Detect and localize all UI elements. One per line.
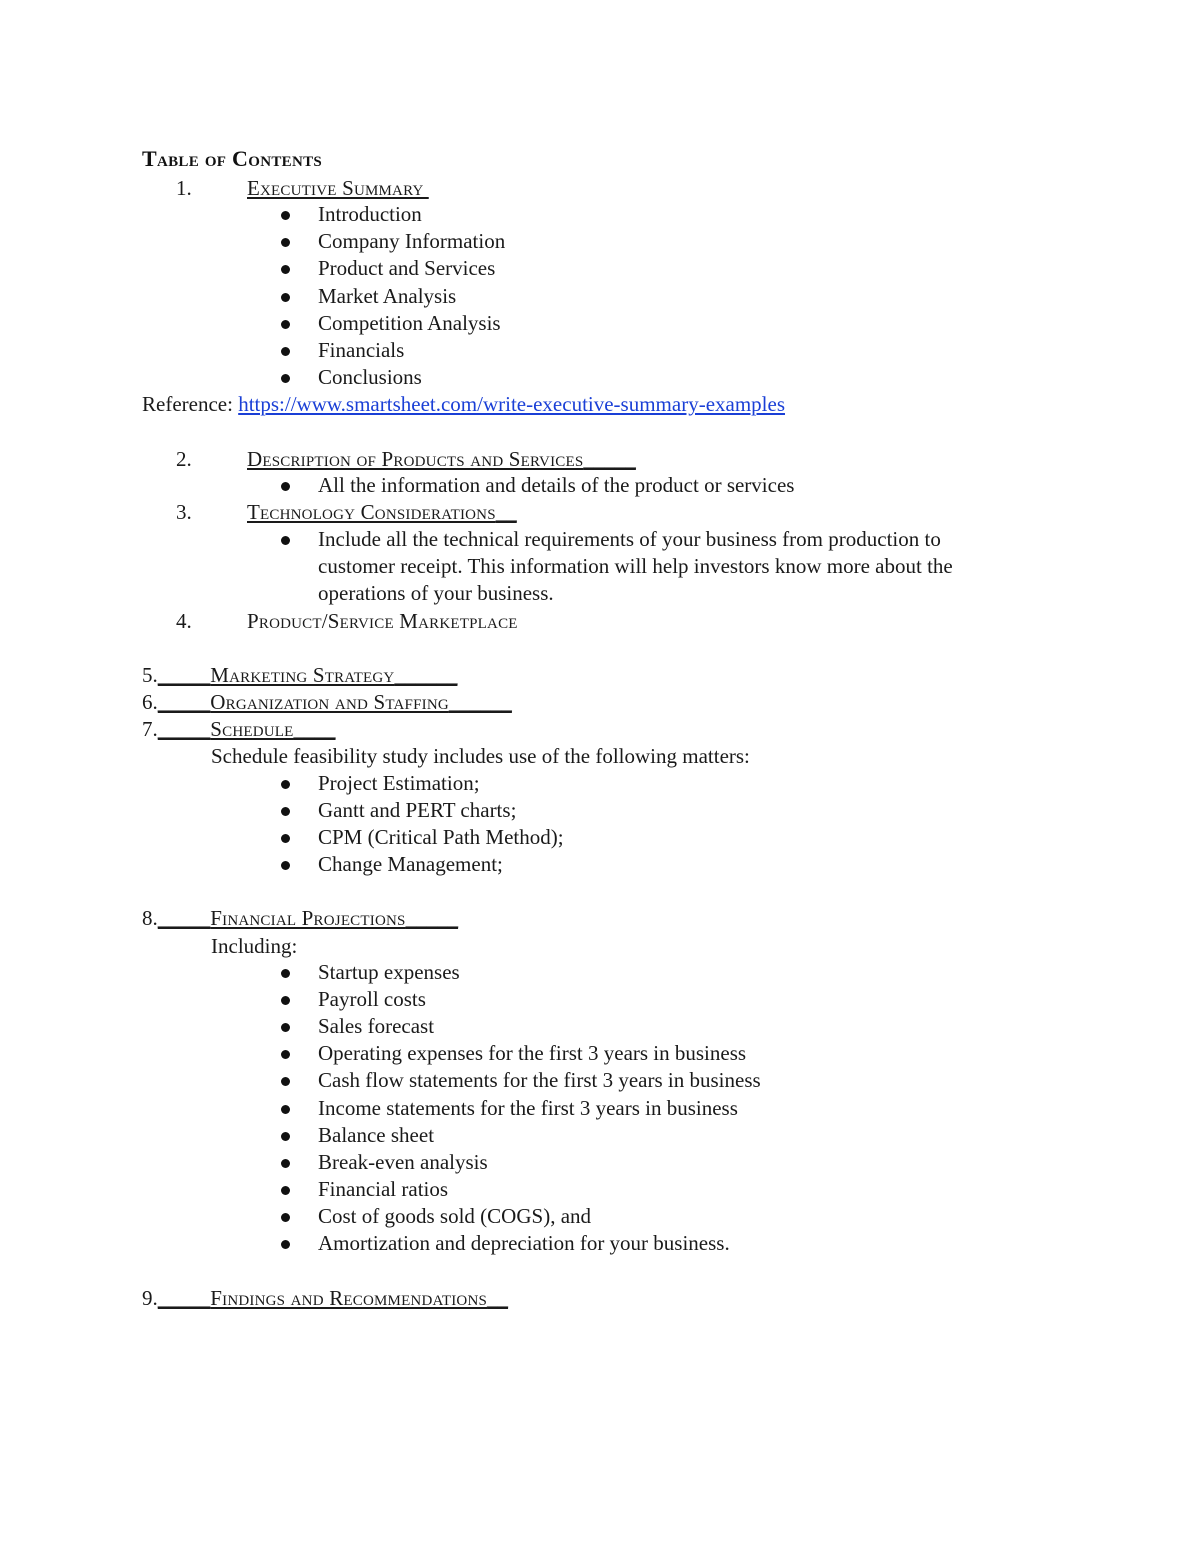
bullet-icon xyxy=(281,536,290,545)
section-number: 2. xyxy=(176,447,192,471)
page-title: Table of Contents xyxy=(142,146,323,171)
bullet-icon xyxy=(281,1159,290,1168)
bullet-icon xyxy=(281,482,290,491)
bullet-icon xyxy=(281,265,290,274)
bullet-icon xyxy=(281,780,290,789)
bullet-icon xyxy=(281,293,290,302)
section-number: 4. xyxy=(176,609,192,633)
section-heading: Organization and Staffing xyxy=(210,690,449,714)
section-number: 6. xyxy=(142,690,158,714)
section-heading: Findings and Recommendations xyxy=(210,1286,488,1310)
bullet-icon xyxy=(281,807,290,816)
section-heading: Product/Service Marketplace xyxy=(247,609,518,633)
bullet-icon xyxy=(281,1132,290,1141)
bullet-icon xyxy=(281,1077,290,1086)
bullet-icon xyxy=(281,1105,290,1114)
section-heading: Description of Products and Services xyxy=(247,447,584,471)
document-page: Table of Contents 1. Executive Summary Introduction Company Information Product and Services Market Analysis Competition Analysis Financials Conclusions Reference: https://www.smartsheet.com/write-executive-summary-examples 2. Description of Products and Services_____ All the information and details of the product or services 3. Technology Considerations__ Include all the technical requirements of your business from production to customer receipt. This information will help investors know more about the operations of your business. 4. Product/Service Marketplace 5._____Marketing Strategy______ 6._____Organization and Staffing______ 7._____Schedule____ Schedule feasibility study includes use of the following matters: Project Estimation; Gantt and PERT charts; CPM (Critical Path Method); Change Management; 8._____Financial Projections_____ Including: Startup expenses Payroll costs Sales forecast Operating expenses for the first 3 years in business Cash flow statements for the first 3 years in business Income statements for the first 3 years in business Balance sheet Break-even analysis Financial ratios Cost of goods sold (COGS), and Amortization and depreciation for your business. 9._____Findings and Recommendations__ xyxy=(142,146,953,1310)
reference-label: Reference: xyxy=(142,392,239,416)
section-number: 8. xyxy=(142,906,158,930)
bullet-icon xyxy=(281,1186,290,1195)
section-number: 7. xyxy=(142,717,158,741)
section-heading: Schedule xyxy=(210,717,294,741)
bullet-icon xyxy=(281,969,290,978)
bullet-icon xyxy=(281,238,290,247)
section-number: 9. xyxy=(142,1286,158,1310)
bullet-icon xyxy=(281,996,290,1005)
bullet-icon xyxy=(281,1240,290,1249)
bullet-icon xyxy=(281,320,290,329)
section-heading: Marketing Strategy xyxy=(210,663,395,687)
bullet-icon xyxy=(281,1213,290,1222)
bullet-icon xyxy=(281,347,290,356)
bullet-icon xyxy=(281,1023,290,1032)
section-heading: Financial Projections xyxy=(210,906,406,930)
bullet-icon xyxy=(281,861,290,870)
bullet-icon xyxy=(281,211,290,220)
section-heading: Executive Summary xyxy=(247,176,424,200)
section-number: 3. xyxy=(176,500,192,524)
bullet-icon xyxy=(281,1050,290,1059)
section-heading: Technology Considerations xyxy=(247,500,496,524)
bullet-icon xyxy=(281,834,290,843)
section-number: 1. xyxy=(176,176,192,200)
section-number: 5. xyxy=(142,663,158,687)
reference-link[interactable]: https://www.smartsheet.com/write-executive-summary-examples xyxy=(238,392,785,416)
bullet-icon xyxy=(281,374,290,383)
